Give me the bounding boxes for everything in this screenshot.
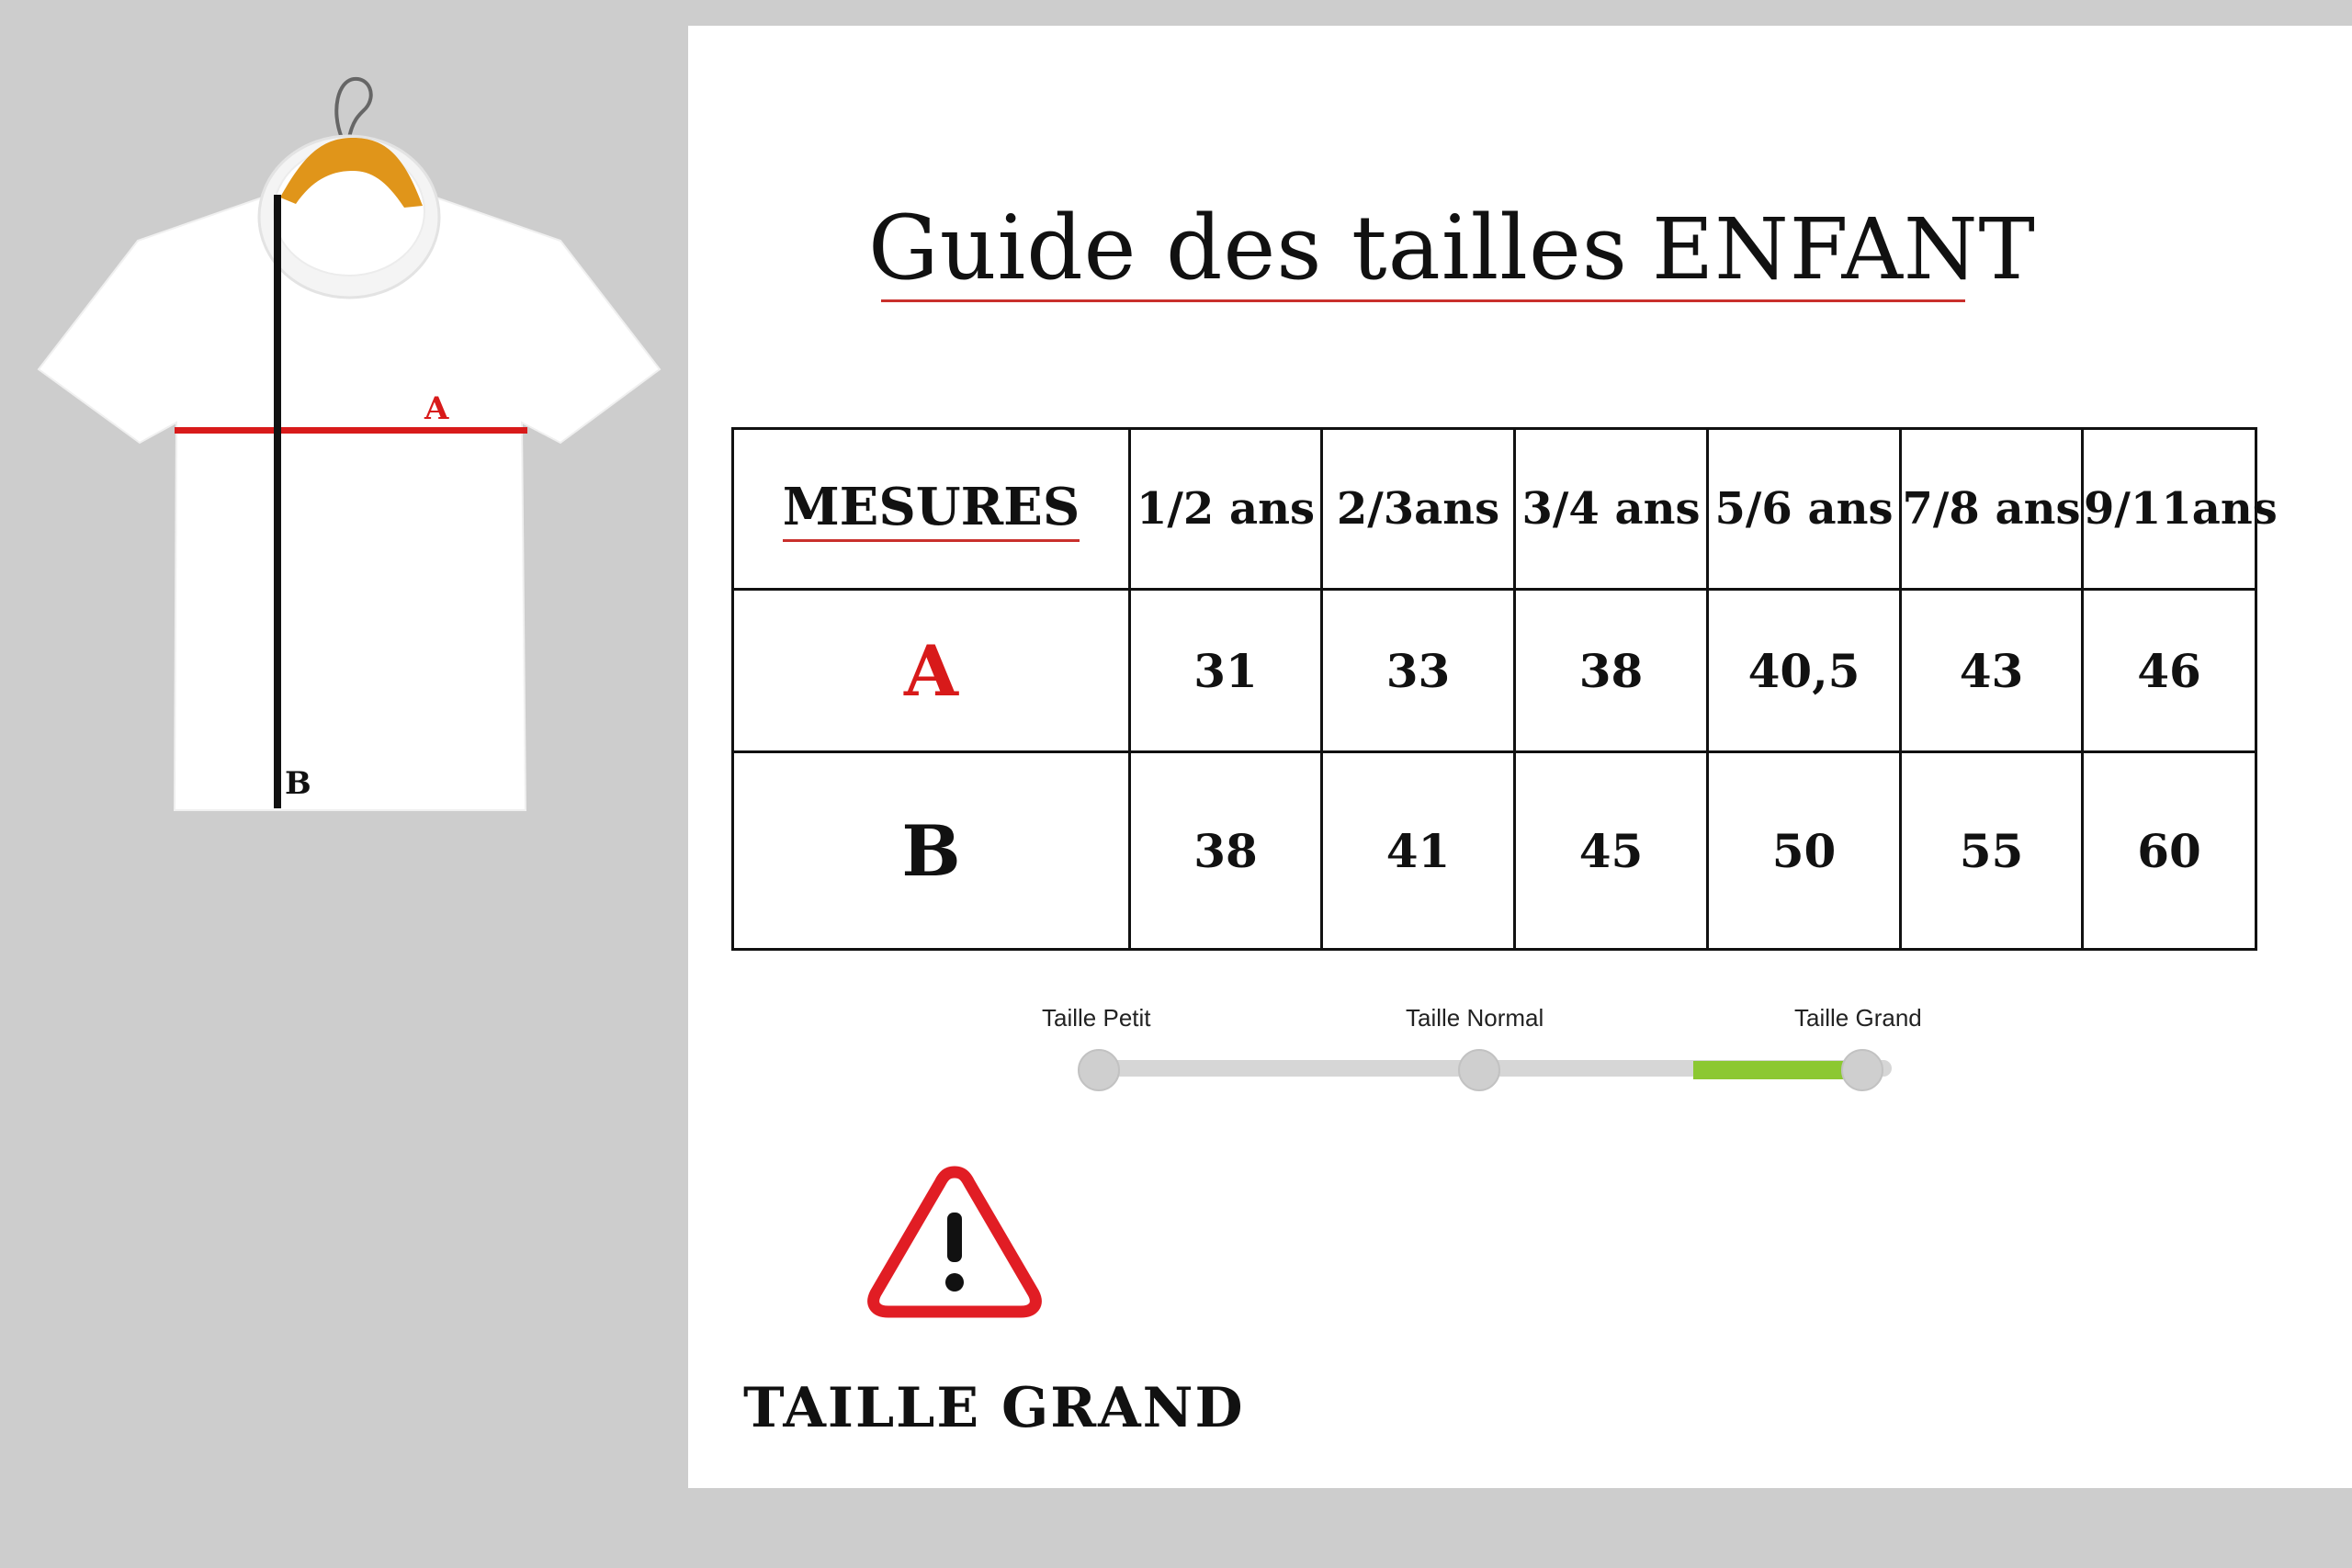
table-cell: 55 [1901,752,2083,950]
table-cell: 41 [1322,752,1515,950]
title-sub: ENFANT [1652,200,2036,299]
table-cell: 40,5 [1708,590,1901,752]
table-cell: 45 [1515,752,1708,950]
header-size: 9/11ans [2083,429,2256,590]
table-cell: 46 [2083,590,2256,752]
table-cell: 50 [1708,752,1901,950]
fit-slider-knob-normal [1458,1049,1500,1091]
size-guide-panel [688,26,2352,1488]
title-underline [881,299,1965,302]
page-title [868,197,2036,299]
table-cell: 60 [2083,752,2256,950]
header-size: 1/2 ans [1130,429,1322,590]
fit-label-normal: Taille Normal [1406,1004,1544,1032]
title-main: Guide des tailles [868,197,1629,299]
fit-slider-knob-grand [1841,1049,1883,1091]
table-row [733,590,2256,752]
table-row [733,752,2256,950]
table-header-row [733,429,2256,590]
header-size: 7/8 ans [1901,429,2083,590]
tshirt-icon [0,0,689,827]
table-cell: 33 [1322,590,1515,752]
table-cell: 31 [1130,590,1322,752]
header-size: 3/4 ans [1515,429,1708,590]
fit-slider-knob-petit [1078,1049,1120,1091]
fit-label-grand: Taille Grand [1794,1004,1922,1032]
row-label-a: A [733,590,1130,752]
row-label-b: B [733,752,1130,950]
fit-label-petit: Taille Petit [1042,1004,1151,1032]
table-cell: 38 [1130,752,1322,950]
header-size: 2/3ans [1322,429,1515,590]
fit-slider-fill [1693,1061,1846,1079]
warning-triangle-icon [863,1157,1046,1323]
measure-label-a: A [424,390,449,427]
measure-line-b [274,195,281,808]
size-table [731,427,2278,951]
table-cell: 43 [1901,590,2083,752]
warning-text: TAILLE GRAND [743,1376,1245,1440]
header-mesures: MESURES [733,429,1130,590]
hanger-hook-icon [336,79,370,138]
measure-line-a [175,427,527,434]
table-cell: 38 [1515,590,1708,752]
tshirt-illustration [0,0,689,1568]
measure-label-b: B [285,765,311,802]
header-size: 5/6 ans [1708,429,1901,590]
